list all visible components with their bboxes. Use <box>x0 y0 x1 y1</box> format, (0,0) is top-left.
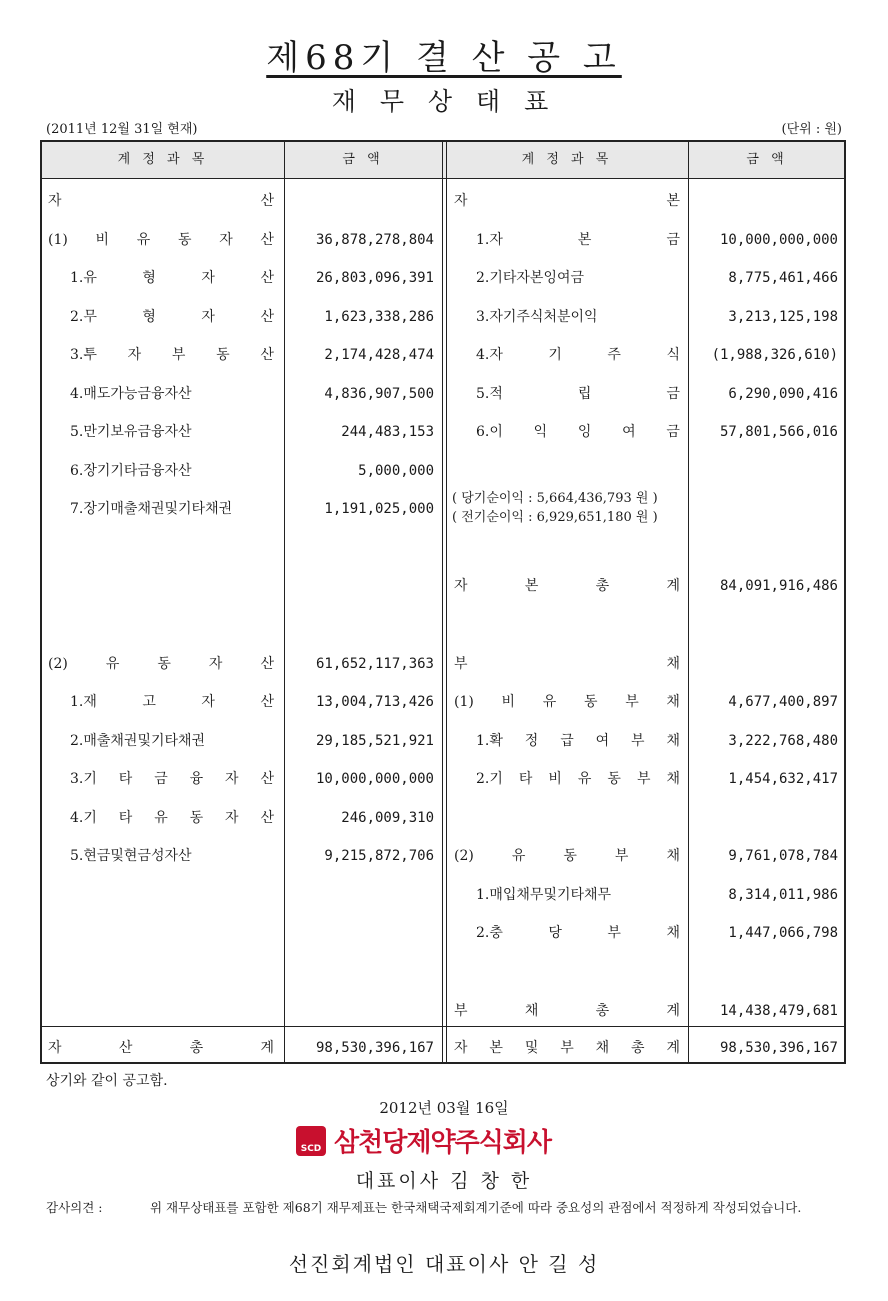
header-bottom-line <box>42 178 844 179</box>
account-label: 부 채 총 계 <box>454 1003 680 1019</box>
account-amount: 5,000,000 <box>358 463 434 479</box>
account-label: 5.현금및현금성자산 <box>70 848 192 864</box>
account-amount: 57,801,566,016 <box>719 424 838 440</box>
account-label: 5.만기보유금융자산 <box>70 424 192 440</box>
total-top-line <box>42 1026 844 1027</box>
account-amount: 10,000,000,000 <box>719 232 838 248</box>
account-amount: 9,761,078,784 <box>728 848 838 864</box>
account-amount: 1,454,632,417 <box>728 771 838 787</box>
account-label: 1.유 형 자 산 <box>70 270 274 286</box>
as-of-date: (2011년 12월 31일 현재) <box>46 122 198 137</box>
account-amount: 84,091,916,486 <box>719 578 838 594</box>
account-amount: 4,836,907,500 <box>324 386 434 402</box>
account-label: 7.장기매출채권및기타채권 <box>70 501 233 517</box>
center-double-divider <box>442 142 447 1062</box>
account-amount: 26,803,096,391 <box>315 270 434 286</box>
header-account-left: 계 정 과 목 <box>117 152 209 167</box>
column-divider <box>688 142 689 1062</box>
account-label: 2.무 형 자 산 <box>70 309 274 325</box>
account-amount: 36,878,278,804 <box>315 232 434 248</box>
account-amount: 1,447,066,798 <box>728 925 838 941</box>
account-amount: 14,438,479,681 <box>719 1003 838 1019</box>
auditor-signature: 선진회계법인 대표이사 안 길 성 <box>288 1252 600 1276</box>
account-label: (1) 비 유 동 부 채 <box>454 694 680 710</box>
account-amount: 244,483,153 <box>341 424 434 440</box>
company-name: 삼천당제약주식회사 <box>334 1128 552 1158</box>
account-amount: 2,174,428,474 <box>324 347 434 363</box>
document-subtitle: 재 무 상 태 표 <box>331 87 557 116</box>
grand-total-amount: 98,530,396,167 <box>719 1040 838 1056</box>
unit-note: (단위 : 원) <box>781 122 842 137</box>
account-label: 1.확 정 급 여 부 채 <box>476 733 680 749</box>
account-label: (1) 비 유 동 자 산 <box>48 232 274 248</box>
account-label: 6.이 익 잉 여 금 <box>476 424 680 440</box>
account-label: 자 산 <box>48 193 274 209</box>
account-amount: 29,185,521,921 <box>315 733 434 749</box>
account-label: 1.자 본 금 <box>476 232 680 248</box>
account-label: 4.기 타 유 동 자 산 <box>70 810 274 826</box>
company-seal-icon: SCD <box>296 1126 326 1156</box>
header-amount-left: 금 액 <box>342 152 384 167</box>
account-label: 2.기 타 비 유 동 부 채 <box>476 771 680 787</box>
account-amount: 246,009,310 <box>341 810 434 826</box>
account-label: (2) 유 동 부 채 <box>454 848 680 864</box>
header-amount-right: 금 액 <box>746 152 788 167</box>
company-logo <box>296 1122 551 1159</box>
audit-opinion-text: 위 재무상태표를 포함한 제68기 재무제표는 한국채택국제회계기준에 따라 중요성의 관점에서 적정하게 작성되었습니다. <box>150 1200 802 1215</box>
account-amount: 9,215,872,706 <box>324 848 434 864</box>
announcement-date: 2012년 03월 16일 <box>379 1099 509 1117</box>
account-label: 2.기타자본잉여금 <box>476 270 585 286</box>
balance-sheet-table <box>40 140 846 1064</box>
account-amount: 3,222,768,480 <box>728 733 838 749</box>
prior-net-income-note: ( 전기순이익 : 6,929,651,180 원 ) <box>452 510 658 525</box>
account-amount: 13,004,713,426 <box>315 694 434 710</box>
account-amount: 8,775,461,466 <box>728 270 838 286</box>
account-label: 자 본 총 계 <box>454 578 680 594</box>
account-label: 3.자기주식처분이익 <box>476 309 598 325</box>
asset-total-label: 자 산 총 계 <box>48 1040 274 1056</box>
account-label: (2) 유 동 자 산 <box>48 656 274 672</box>
account-label: 3.기 타 금 융 자 산 <box>70 771 274 787</box>
account-amount: 1,191,025,000 <box>324 501 434 517</box>
account-label: 1.매입채무및기타채무 <box>476 887 612 903</box>
account-label: 1.재 고 자 산 <box>70 694 274 710</box>
account-amount: 3,213,125,198 <box>728 309 838 325</box>
account-label: 3.투 자 부 동 산 <box>70 347 274 363</box>
net-income-note: ( 당기순이익 : 5,664,436,793 원 ) <box>452 491 658 506</box>
account-amount: 6,290,090,416 <box>728 386 838 402</box>
account-label: 6.장기기타금융자산 <box>70 463 192 479</box>
asset-total-amount: 98,530,396,167 <box>315 1040 434 1056</box>
header-account-right: 계 정 과 목 <box>521 152 613 167</box>
account-label: 4.자 기 주 식 <box>476 347 680 363</box>
account-amount: (1,988,326,610) <box>711 347 838 363</box>
account-label: 4.매도가능금융자산 <box>70 386 192 402</box>
account-amount: 10,000,000,000 <box>315 771 434 787</box>
account-label: 부 채 <box>454 656 680 672</box>
account-label: 자 본 <box>454 193 680 209</box>
closing-statement: 상기와 같이 공고함. <box>46 1073 168 1089</box>
ceo-name: 대표이사 김 창 한 <box>355 1170 533 1192</box>
account-amount: 8,314,011,986 <box>728 887 838 903</box>
account-label: 2.매출채권및기타채권 <box>70 733 206 749</box>
account-amount: 61,652,117,363 <box>315 656 434 672</box>
account-label: 5.적 립 금 <box>476 386 680 402</box>
account-amount: 1,623,338,286 <box>324 309 434 325</box>
account-label: 2.충 당 부 채 <box>476 925 680 941</box>
account-amount: 4,677,400,897 <box>728 694 838 710</box>
document-title: 제68기 결 산 공 고 <box>266 38 622 78</box>
column-divider <box>284 142 285 1062</box>
grand-total-label: 자 본 및 부 채 총 계 <box>454 1040 680 1056</box>
audit-opinion-label: 감사의견 : <box>46 1200 103 1215</box>
audit-opinion <box>46 1198 846 1217</box>
